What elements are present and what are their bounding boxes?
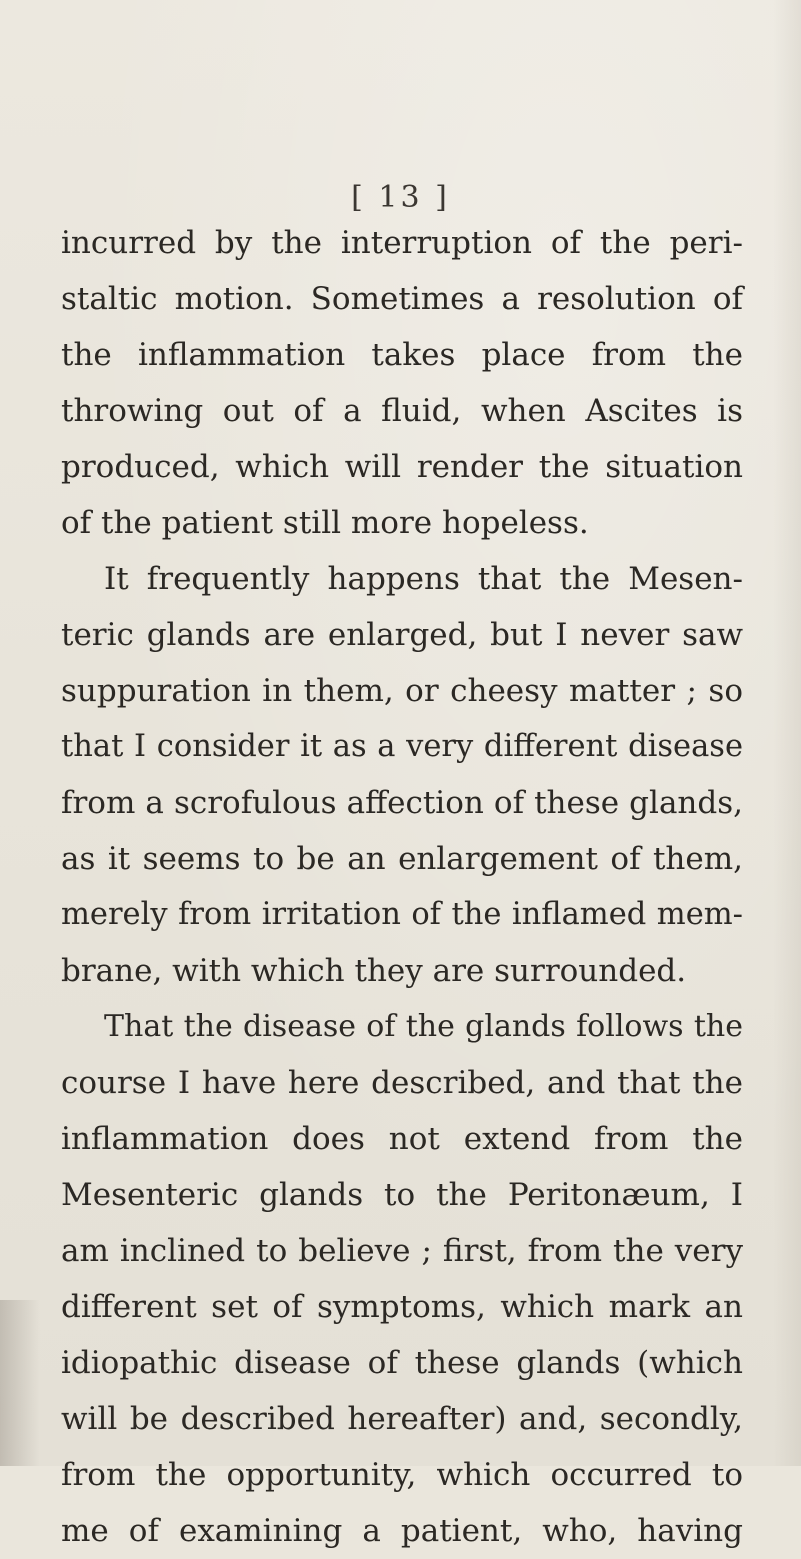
page-edge-shadow [773,0,801,1466]
text-line: from the opportunity, which occurred to [61,1457,743,1493]
text-line: That the disease of the glands follows the [104,1009,743,1044]
text-line: incurred by the interruption of the peri- [61,225,743,261]
text-line: brane, with which they are surrounded. [61,953,687,989]
text-line: am inclined to believe ; first, from the very [61,1233,743,1269]
page-number: [ 13 ] [351,180,450,215]
text-line: as it seems to be an enlargement of them, [61,841,743,877]
text-line: from a scrofulous affection of these glands, [61,785,743,821]
text-line: produced, which will render the situation [61,449,743,485]
binding-shadow [0,1300,40,1466]
text-line: staltic motion. Sometimes a resolution of [61,281,743,317]
text-line: course I have here described, and that the [61,1065,743,1101]
text-line: me of examining a patient, who, having [61,1513,743,1549]
text-line: teric glands are enlarged, but I never saw [61,617,743,653]
text-line: suppuration in them, or cheesy matter ; so [61,673,743,709]
text-line: idiopathic disease of these glands (which [61,1345,743,1381]
body-text [61,215,743,1559]
text-line: Mesenteric glands to the Peritonæum, I [61,1177,743,1213]
text-line: It frequently happens that the Mesen- [104,561,743,597]
text-line: inflammation does not extend from the [61,1121,743,1157]
text-line: different set of symptoms, which mark an [61,1289,743,1325]
text-line: that I consider it as a very different disease [61,729,743,764]
text-line: throwing out of a fluid, when Ascites is [61,393,743,429]
text-line: of the patient still more hopeless. [61,505,589,541]
text-line: merely from irritation of the inflamed mem- [61,897,743,932]
text-line: will be described hereafter) and, secondly, [61,1401,743,1437]
text-line: the inflammation takes place from the [61,337,743,373]
